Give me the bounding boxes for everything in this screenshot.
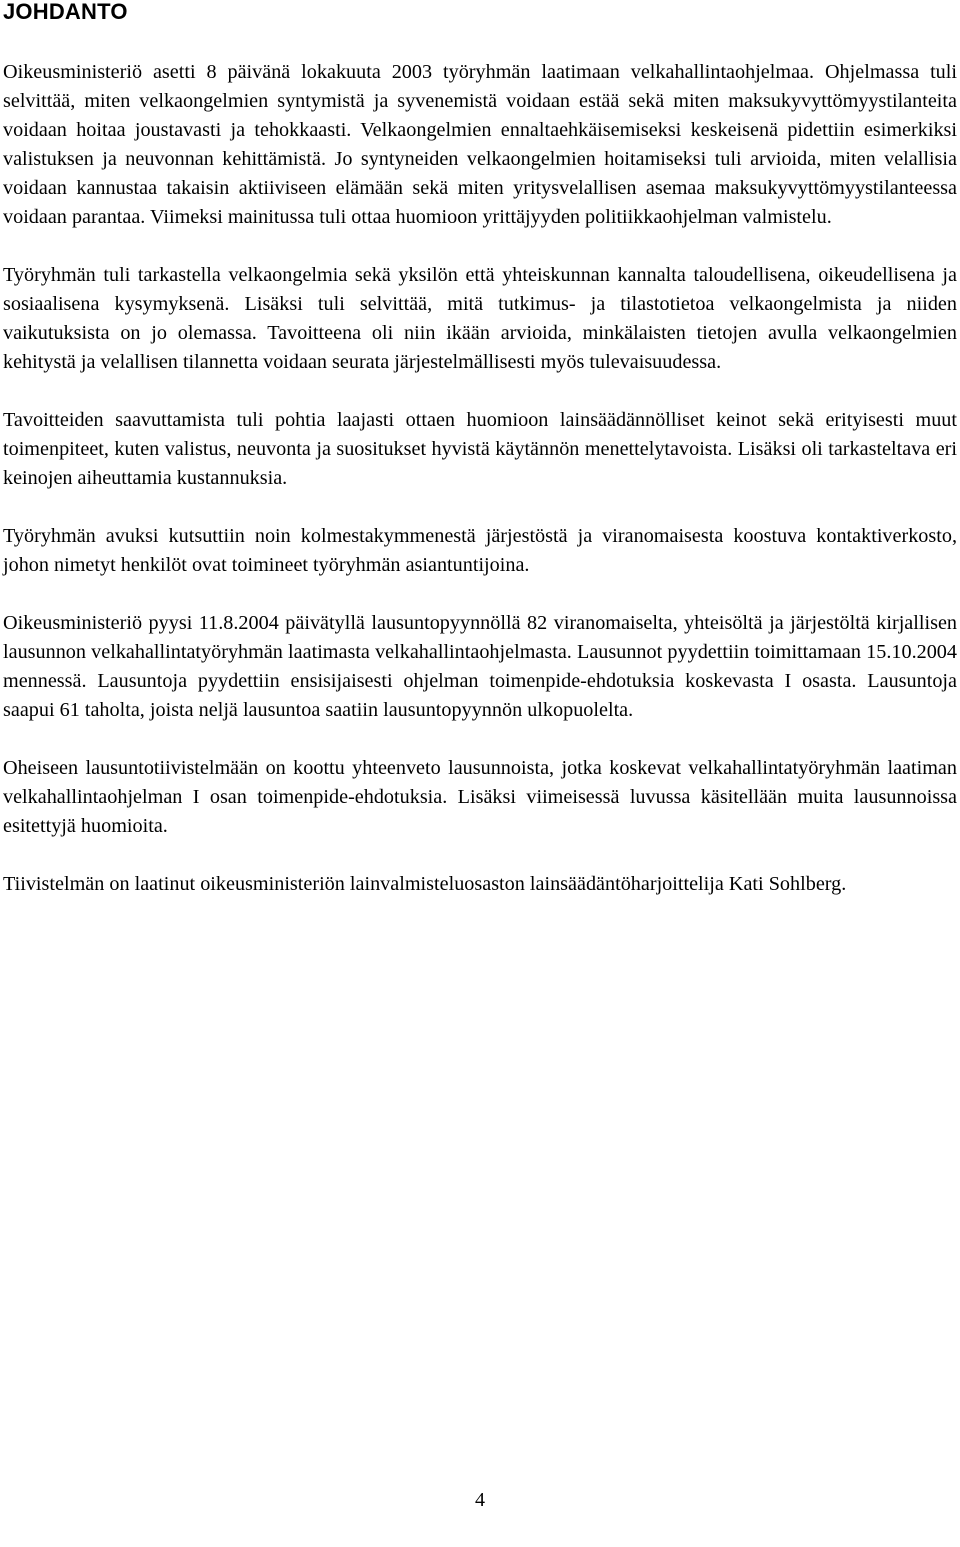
page-number: 4 (475, 1489, 485, 1511)
paragraph-2: Työryhmän tuli tarkastella velkaongelmia sekä yksilön että yhteiskunnan kannalta taloudellisena, oikeudellisena ja sosiaalisena kysymyksenä. Lisäksi tuli selvittää, mitä tutkimus- ja tilastotietoa velkaongelmista ja niiden vaikutuksista on jo olemassa. Tavoitteena oli niin ikään arvioida, minkälaisten tietojen avulla velkaongelmien kehitystä ja velallisen tilannetta voidaan seurata järjestelmällisesti myös tulevaisuudessa. (3, 264, 957, 373)
paragraph-5: Oikeusministeriö pyysi 11.8.2004 päivätyllä lausuntopyynnöllä 82 viranomaiselta, yhteisöltä ja järjestöltä kirjallisen lausunnon velkahallintatyöryhmän laatimasta velkahallintaohjelmasta. Lausunnot pyydettiin toimittamaan 15.10.2004 mennessä. Lausuntoja pyydettiin ensisijaisesti ohjelman toimenpide-ehdotuksia koskevasta I osasta. Lausuntoja saapui 61 taholta, joista neljä lausuntoa saatiin lausuntopyynnön ulkopuolelta. (3, 612, 957, 721)
document-page (3, 0, 957, 1547)
paragraph-7: Tiivistelmän on laatinut oikeusministeriön lainvalmisteluosaston lainsäädäntöharjoittelija Kati Sohlberg. (3, 873, 847, 895)
section-heading: JOHDANTO (3, 0, 128, 24)
paragraph-1: Oikeusministeriö asetti 8 päivänä lokakuuta 2003 työryhmän laatimaan velkahallintaohjelmaa. Ohjelmassa tuli selvittää, miten velkaongelmien syntymistä ja syvenemistä voidaan estää sekä miten maksukyvyttömyystilanteita voidaan hoitaa joustavasti ja tehokkaasti. Velkaongelmien ennaltaehkäisemiseksi keskeisenä pidettiin esimerkiksi valistuksen ja neuvonnan kehittämistä. Jo syntyneiden velkaongelmien hoitamiseksi tuli arvioida, miten velallisia voidaan kannustaa takaisin aktiiviseen elämään sekä miten yritysvelallisen asemaa maksukyvyttömyystilanteessa voidaan parantaa. Viimeksi mainitussa tuli ottaa huomioon yrittäjyyden politiikkaohjelman valmistelu. (3, 61, 957, 228)
body-text (3, 58, 957, 928)
paragraph-6: Oheiseen lausuntotiivistelmään on koottu yhteenveto lausunnoista, jotka koskevat velkahallintatyöryhmän laatiman velkahallintaohjelman I osan toimenpide-ehdotuksia. Lisäksi viimeisessä luvussa käsitellään muita lausunnoissa esitettyjä huomioita. (3, 757, 957, 837)
paragraph-3: Tavoitteiden saavuttamista tuli pohtia laajasti ottaen huomioon lainsäädännölliset keinot sekä erityisesti muut toimenpiteet, kuten valistus, neuvonta ja suositukset hyvistä käytännön menettelytavoista. Lisäksi oli tarkasteltava eri keinojen aiheuttamia kustannuksia. (3, 409, 957, 489)
paragraph-4: Työryhmän avuksi kutsuttiin noin kolmestakymmenestä järjestöstä ja viranomaisesta koostuva kontaktiverkosto, johon nimetyt henkilöt ovat toimineet työryhmän asiantuntijoina. (3, 525, 957, 576)
